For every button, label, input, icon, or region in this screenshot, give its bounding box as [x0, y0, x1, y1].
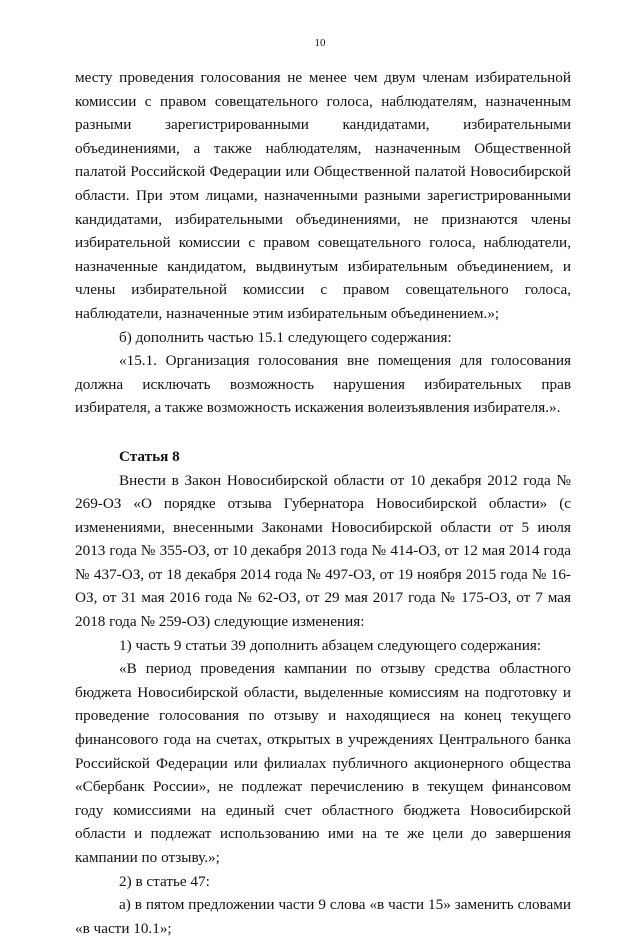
- page-number: 10: [314, 37, 326, 49]
- paragraph-quote-budget: «В период проведения кампании по отзыву средства областного бюджета Новосибирской области, выделенные комиссиям на подготовку и проведение голосования по отзыву и находящиеся на конец текущего финансового года на счетах, открытых в учреждениях Центрального банка Российской Федерации или филиалах публичного акционерного общества «Сбербанк России», не подлежат перечислению в текущем финансовом году комиссиями на единый счет областного бюджета Новосибирской области и подлежат использованию ими на те же цели до завершения кампании по отзыву.»;: [75, 660, 571, 866]
- paragraph-amendment-intro: Внести в Закон Новосибирской области от 10 декабря 2012 года № 269-ОЗ «О порядке отзыва Губернатора Новосибирской области» (с изменениями, внесенными Законами Новосибирской области от 5 июля 2013 года № 355-ОЗ, от 10 декабря 2013 года № 414-ОЗ, от 12 мая 2014 года № 437-ОЗ, от 18 декабря 2014 года № 497-ОЗ, от 19 ноября 2015 года № 16-ОЗ, от 31 мая 2016 года № 62-ОЗ, от 29 мая 2017 года № 175-ОЗ, от 7 мая 2018 года № 259-ОЗ) следующие изменения:: [75, 471, 571, 631]
- article-title: Статья 8: [119, 447, 180, 465]
- paragraph-quote-15-1: «15.1. Организация голосования вне помещения для голосования должна исключать возможность нарушения избирательных прав избирателя, а также возможность искажения волеизъявления избирателя.».: [75, 352, 571, 417]
- paragraph-item-b: б) дополнить частью 15.1 следующего содержания:: [119, 328, 452, 346]
- paragraph-item-1: 1) часть 9 статьи 39 дополнить абзацем следующего содержания:: [119, 636, 542, 654]
- section-spacer: [75, 420, 571, 445]
- document-body: [75, 66, 571, 940]
- paragraph-item-a: а) в пятом предложении части 9 слова «в части 15» заменить словами «в части 10.1»;: [75, 896, 571, 937]
- paragraph-continuation: месту проведения голосования не менее чем двум членам избирательной комиссии с правом совещательного голоса, наблюдателям, назначенным разными зарегистрированными кандидатами, избирательными объединениями, а также наблюдателям, назначенным Общественной палатой Российской Федерации или Общественной палатой Новосибирской области. При этом лицами, назначенными разными зарегистрированными кандидатами, избирательными объединениями, не признаются члены избирательной комиссии с правом совещательного голоса, наблюдатели, назначенные кандидатом, выдвинутым избирательным объединением, и члены избирательной комиссии с правом совещательного голоса, наблюдатели, назначенные этим избирательным объединением.»;: [75, 69, 571, 322]
- paragraph-item-2: 2) в статье 47:: [119, 872, 210, 890]
